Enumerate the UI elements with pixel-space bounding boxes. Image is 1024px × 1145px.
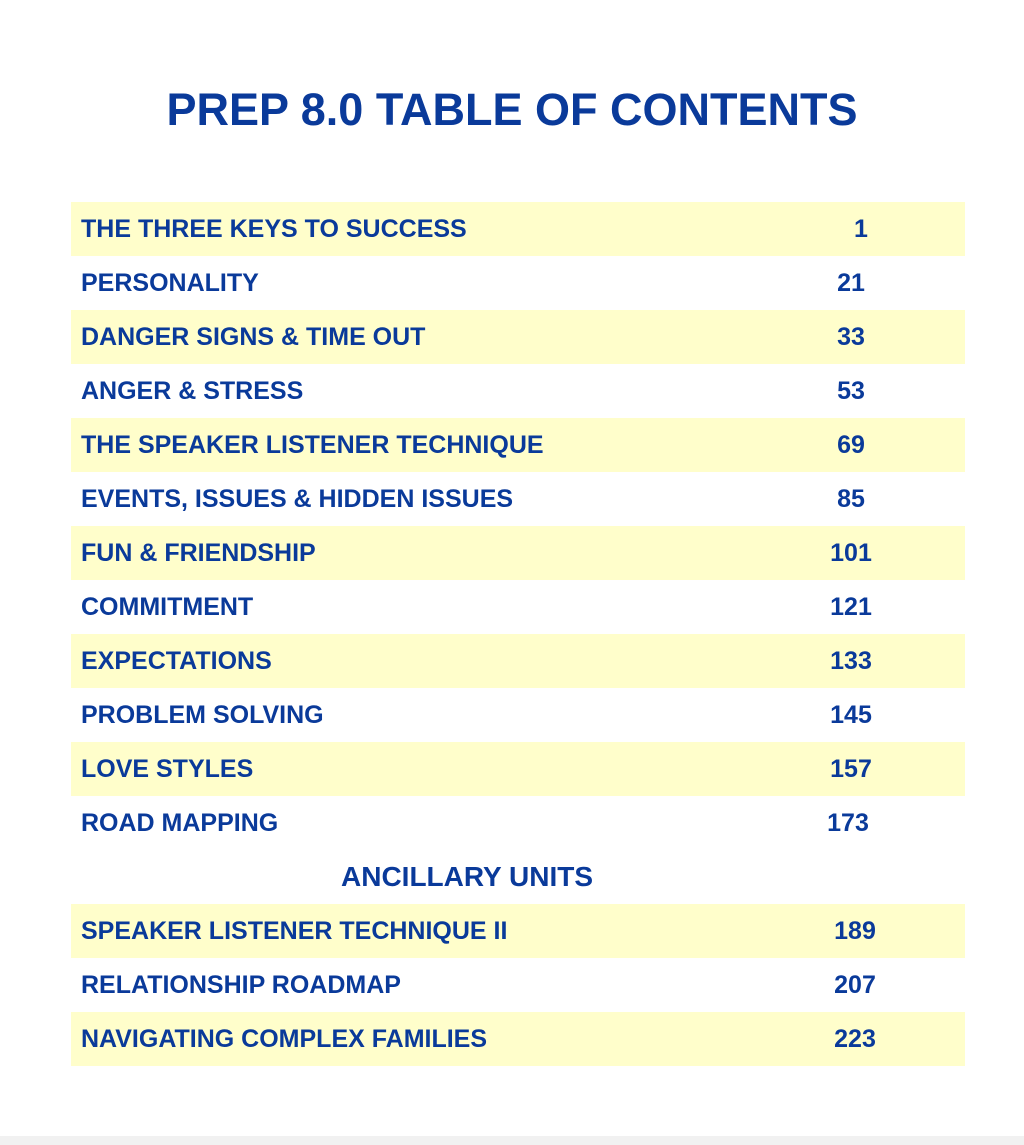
toc-entry-page: 173 bbox=[827, 809, 869, 837]
toc-entry-label: ANGER & STRESS bbox=[81, 377, 304, 405]
toc-entry-page: 1 bbox=[854, 215, 868, 243]
toc-row bbox=[71, 634, 965, 688]
table-of-contents bbox=[71, 202, 965, 1066]
toc-entry-label: FUN & FRIENDSHIP bbox=[81, 539, 316, 567]
toc-entry-label: RELATIONSHIP ROADMAP bbox=[81, 971, 401, 999]
toc-entry-label: DANGER SIGNS & TIME OUT bbox=[81, 323, 426, 351]
toc-row bbox=[71, 526, 965, 580]
toc-row bbox=[71, 418, 965, 472]
toc-entry-label: EVENTS, ISSUES & HIDDEN ISSUES bbox=[81, 485, 514, 513]
page-title: PREP 8.0 TABLE OF CONTENTS bbox=[166, 84, 858, 135]
toc-entry-label: THE SPEAKER LISTENER TECHNIQUE bbox=[81, 431, 544, 459]
toc-entry-page: 101 bbox=[830, 539, 872, 567]
toc-entry-label: SPEAKER LISTENER TECHNIQUE II bbox=[81, 917, 508, 945]
toc-row bbox=[71, 472, 965, 526]
toc-entry-label: NAVIGATING COMPLEX FAMILIES bbox=[81, 1025, 488, 1053]
page-bottom-edge bbox=[0, 1136, 1024, 1145]
toc-entry-page: 133 bbox=[830, 647, 872, 675]
toc-row bbox=[71, 256, 965, 310]
toc-row bbox=[71, 904, 965, 958]
toc-entry-page: 85 bbox=[837, 485, 865, 513]
toc-entry-label: ROAD MAPPING bbox=[81, 809, 279, 837]
toc-row bbox=[71, 688, 965, 742]
toc-entry-page: 145 bbox=[830, 701, 872, 729]
section-heading-label: ANCILLARY UNITS bbox=[341, 861, 593, 892]
toc-entry-label: LOVE STYLES bbox=[81, 755, 254, 783]
toc-entry-page: 207 bbox=[834, 971, 876, 999]
toc-entry-page: 69 bbox=[837, 431, 865, 459]
toc-entry-page: 223 bbox=[834, 1025, 876, 1053]
toc-entry-label: COMMITMENT bbox=[81, 593, 254, 621]
toc-row bbox=[71, 742, 965, 796]
toc-row bbox=[71, 796, 965, 850]
toc-row bbox=[71, 1012, 965, 1066]
toc-row bbox=[71, 958, 965, 1012]
toc-row bbox=[71, 364, 965, 418]
toc-entry-page: 157 bbox=[830, 755, 872, 783]
toc-row bbox=[71, 202, 965, 256]
ancillary-units-heading bbox=[71, 850, 965, 904]
toc-row bbox=[71, 310, 965, 364]
toc-row bbox=[71, 580, 965, 634]
toc-entry-page: 21 bbox=[837, 269, 865, 297]
toc-entry-label: EXPECTATIONS bbox=[81, 647, 272, 675]
toc-entry-label: THE THREE KEYS TO SUCCESS bbox=[81, 215, 467, 243]
toc-entry-page: 33 bbox=[837, 323, 865, 351]
toc-entry-page: 189 bbox=[834, 917, 876, 945]
toc-entry-page: 53 bbox=[837, 377, 865, 405]
toc-entry-label: PERSONALITY bbox=[81, 269, 259, 297]
toc-entry-label: PROBLEM SOLVING bbox=[81, 701, 324, 729]
toc-entry-page: 121 bbox=[830, 593, 872, 621]
